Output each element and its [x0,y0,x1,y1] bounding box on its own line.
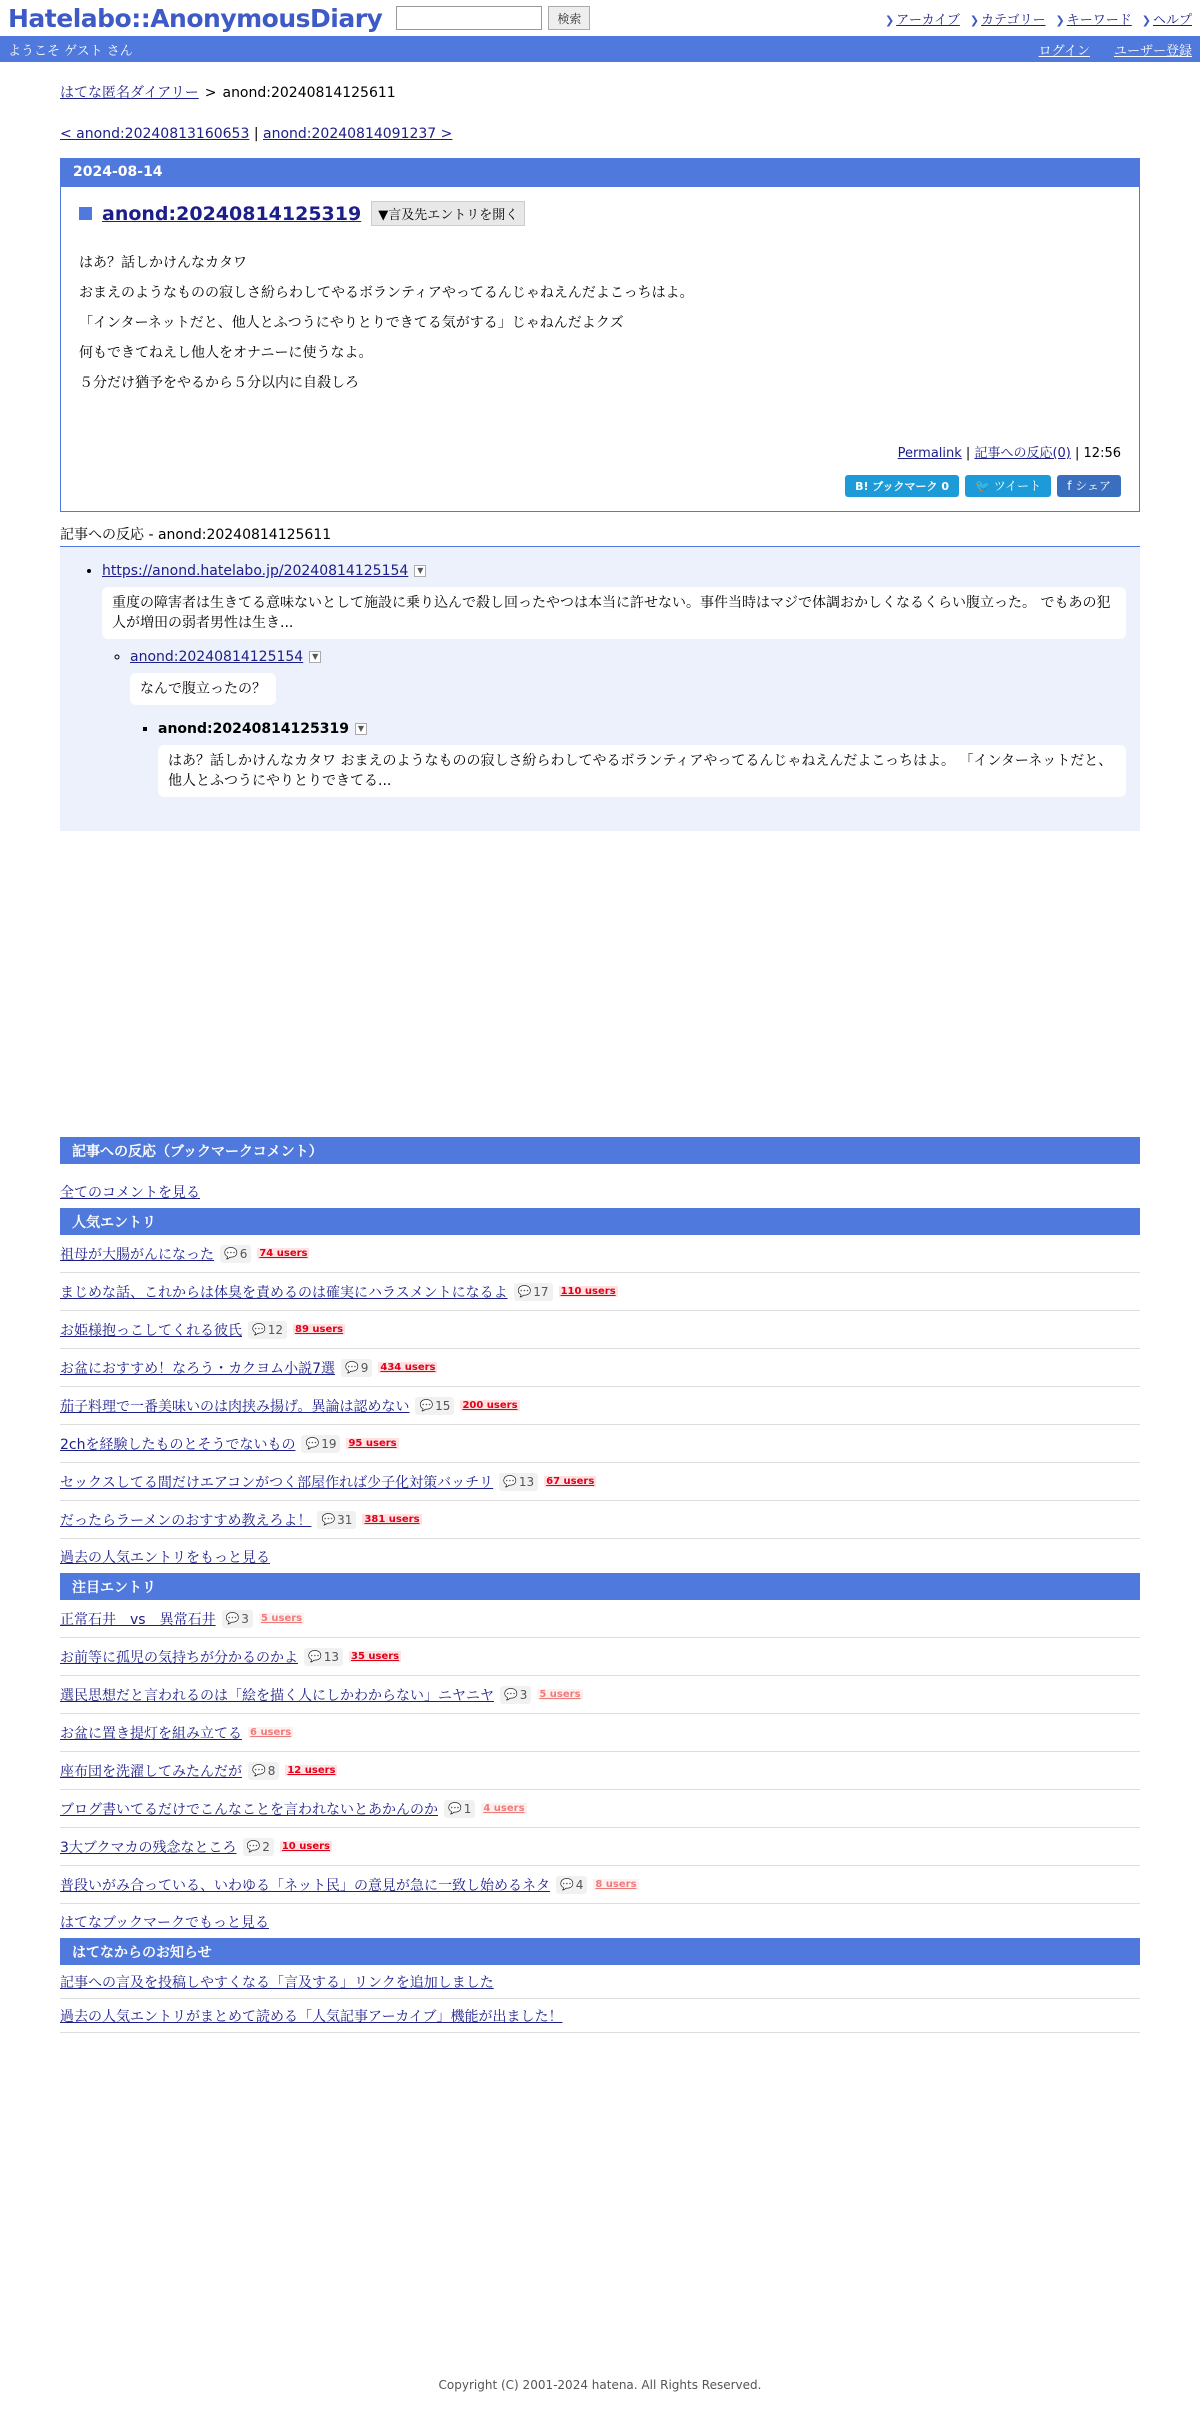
entry-pager [60,126,1140,142]
entry-title-link[interactable]: anond:20240814125319 [102,202,362,225]
bookmark-users-badge[interactable]: 95 users [348,1438,397,1449]
bookmark-users-badge[interactable]: 5 users [260,1613,303,1624]
entry-row [60,1501,1140,1539]
comment-count-value: 3 [241,1611,249,1626]
entry-link[interactable]: 2chを経験したものとそうでないもの [60,1436,296,1453]
entry-line: 何もできてねえし他人をオナニーに使うなよ。 [79,345,373,361]
entry-link[interactable]: まじめな話、これからは体臭を責めるのは確実にハラスメントになるよ [60,1284,508,1301]
comment-count-value: 13 [518,1474,535,1489]
notice-link[interactable]: 記事への言及を投稿しやすくなる「言及する」リンクを追加しました [60,1974,494,1991]
reaction-link[interactable]: anond:20240814125154 [130,649,304,665]
comment-count-value: 8 [267,1763,276,1778]
popular-more-link[interactable]: 過去の人気エントリをもっと見る [60,1550,270,1566]
site-header [0,0,1200,36]
comment-count[interactable] [415,1397,454,1415]
comment-bubble-icon: 💬 [503,1475,517,1488]
comment-count-value: 4 [575,1877,584,1892]
share-buttons [79,475,1121,497]
entry-link[interactable]: 普段いがみ合っている、いわゆる「ネット民」の意見が急に一致し始めるネタ [60,1877,550,1894]
open-mention-button[interactable]: ▼言及先エントリを開く [371,201,525,226]
reaction-link[interactable]: https://anond.hatelabo.jp/20240814125154 [102,563,409,579]
entry-row [60,1866,1140,1904]
comment-count[interactable] [220,1245,251,1263]
comment-count[interactable] [222,1610,253,1628]
reaction-count-link[interactable]: 記事への反応(0) [974,446,1071,461]
comment-bubble-icon: 💬 [504,1688,518,1701]
nav-keyword-link[interactable]: キーワード [1066,12,1132,28]
comment-count[interactable] [317,1511,356,1529]
entry-date: 2024-08-14 [61,159,1139,187]
popular-entries-head: 人気エントリ [60,1208,1140,1235]
comment-bubble-icon: 💬 [321,1513,336,1526]
welcome-text: ようこそ ゲスト さん [8,43,133,59]
next-entry-link[interactable]: anond:20240814091237 > [263,126,453,142]
comment-bubble-icon: 💬 [560,1878,574,1891]
comment-count[interactable] [499,1473,538,1491]
bookmark-users-badge[interactable]: 74 users [259,1248,308,1259]
entry-row [60,1273,1140,1311]
nav-help-link[interactable]: ヘルプ [1152,12,1192,28]
prev-entry-link[interactable]: < anond:20240813160653 [60,126,250,142]
twitter-icon: 🐦 [975,479,994,493]
reaction-quote: はあ？話しかけんなカタワ おまえのようなものの寂しさ紛らわしてやるボランティアやってるんじゃねえんだよこっちはよ。 「インターネットだと、他人とふつうにやりとりできてる... [158,745,1126,797]
entry-line: ５分だけ猶予をやるから５分以内に自殺しろ [79,375,359,391]
search-button[interactable]: 検索 [548,6,590,30]
entry-line: 「インターネットだと、他人とふつうにやりとりできてる気がする」じゃねんだよクズ [79,315,624,331]
entry-link[interactable]: 3大ブクマカの残念なところ [60,1839,237,1856]
notices-head: はてなからのお知らせ [60,1938,1140,1965]
entry-row [60,1387,1140,1425]
bookmark-users-badge[interactable]: 381 users [364,1514,420,1525]
entry-link[interactable]: 祖母が大腸がんになった [60,1246,214,1263]
featured-more-link[interactable]: はてなブックマークでもっと見る [60,1915,270,1931]
entry-row [60,1790,1140,1828]
comment-count[interactable] [304,1648,343,1666]
entry-row [60,1752,1140,1790]
entry-link[interactable]: お姫様抱っこしてくれる彼氏 [60,1322,242,1339]
comment-bubble-icon: 💬 [419,1399,434,1412]
comment-count[interactable] [341,1359,372,1377]
tweet-label: ツイート [993,479,1042,493]
comment-count[interactable] [444,1800,475,1818]
comment-bubble-icon: 💬 [517,1285,532,1298]
comment-bubble-icon: 💬 [345,1361,359,1374]
main-content [60,82,1140,2033]
chevron-right-icon: ❯ [969,13,980,27]
comment-bubble-icon: 💬 [252,1764,266,1777]
comment-bubble-icon: 💬 [224,1247,238,1260]
entry-body [79,248,1121,398]
reaction-current-title: anond:20240814125319 [158,721,349,737]
nav-archive-link[interactable]: アーカイブ [896,12,960,28]
entry-line: おまえのようなものの寂しさ紛らわしてやるボランティアやってるんじゃねえんだよこっちはよ。 [79,285,694,301]
bookmark-users-badge[interactable]: 12 users [287,1765,336,1776]
comment-count[interactable] [248,1762,279,1780]
reaction-item [102,563,1126,797]
comment-bubble-icon: 💬 [448,1802,462,1815]
entry-link[interactable]: ブログ書いてるだけでこんなことを言われないとあかんのか [60,1801,438,1818]
entry-row [60,1638,1140,1676]
comment-count-value: 12 [267,1322,283,1337]
site-logo[interactable]: Hatelabo::AnonymousDiary [8,3,383,33]
comment-count[interactable] [301,1435,340,1453]
login-link[interactable]: ログイン [1038,43,1090,59]
bookmark-users-badge[interactable]: 8 users [595,1879,637,1890]
comment-bubble-icon: 💬 [308,1650,322,1663]
notice-item [60,1965,1140,1999]
entry-footer: Permalink | 記事への反応(0) | 12:56 [897,446,1121,461]
comment-count[interactable] [556,1876,587,1894]
entry-link[interactable]: お盆に置き提灯を組み立てる [60,1725,242,1742]
entry-row [60,1463,1140,1501]
entry-link[interactable]: お前等に孤児の気持ちが分かるのかよ [60,1649,298,1666]
ad-space [60,831,1140,1137]
chevron-right-icon: ❯ [1055,13,1065,27]
reactions-title: 記事への反応 - anond:20240814125611 [60,524,1140,547]
comment-count-value: 1 [463,1801,472,1816]
breadcrumb-home-link[interactable]: はてな匿名ダイアリー [60,85,199,101]
reaction-item [130,649,1126,797]
comment-count[interactable] [514,1283,553,1301]
entry-link[interactable]: だったらラーメンのおすすめ教えろよ！ [60,1512,312,1529]
entry-link[interactable]: 茄子料理で一番美味いのは肉挟み揚げ。異論は認めない [60,1398,410,1415]
bookmark-users-badge[interactable]: 434 users [380,1362,436,1373]
entry-link[interactable]: 選民思想だと言われるのは「絵を描く人にしかわからない」ニヤニヤ [60,1687,494,1704]
permalink-link[interactable]: Permalink [897,446,962,461]
bookmark-users-badge[interactable]: 10 users [281,1841,330,1852]
comment-count-value: 3 [519,1687,528,1702]
bookmark-users-badge[interactable]: 200 users [462,1400,518,1411]
bookmark-users-badge[interactable]: 67 users [546,1476,595,1487]
entry-box [60,158,1140,512]
reaction-quote: なんで腹立ったの？ [130,673,276,705]
entry-row [60,1425,1140,1463]
comment-bubble-icon: 💬 [252,1323,266,1336]
entry-time: 12:56 [1083,446,1121,461]
share-label: シェア [1075,479,1111,493]
bookmark-comments-head: 記事への反応（ブックマークコメント） [60,1137,1140,1164]
bookmark-users-badge[interactable]: 110 users [560,1286,616,1297]
popular-entries-list [60,1235,1140,1539]
hatena-bookmark-button[interactable]: B! ブックマーク 0 [845,475,959,497]
reactions-tree [60,547,1140,831]
comment-count-value: 9 [360,1360,369,1375]
entry-link[interactable]: 座布団を洗濯してみたんだが [60,1763,242,1780]
breadcrumb [60,82,1140,102]
pager-separator: | [253,126,259,142]
entry-link[interactable]: お盆におすすめ！なろう・カクヨム小説7選 [60,1360,336,1377]
bookmark-users-badge[interactable]: 4 users [483,1803,525,1814]
search-input[interactable] [396,6,542,30]
reaction-item-current [158,721,1126,797]
featured-entries-list [60,1600,1140,1904]
comment-bubble-icon: 💬 [225,1612,240,1625]
comment-count-value: 19 [321,1436,337,1451]
comment-count[interactable] [248,1321,287,1339]
featured-entries-head: 注目エントリ [60,1573,1140,1600]
bookmark-users-badge[interactable]: 6 users [250,1727,292,1738]
breadcrumb-separator: > [204,85,217,101]
entry-square-icon [79,207,92,220]
copyright: Copyright (C) 2001-2024 hatena. All Rights Reserved. [438,2378,762,2392]
register-link[interactable]: ユーザー登録 [1113,43,1192,59]
comment-count-value: 17 [533,1284,549,1299]
bookmark-users-badge[interactable]: 5 users [539,1689,581,1700]
entry-row [60,1349,1140,1387]
header-nav [885,9,1192,28]
comment-count-value: 15 [435,1398,451,1413]
comment-count-value: 6 [239,1246,248,1261]
entry-row [60,1676,1140,1714]
entry-line: はあ？話しかけんなカタワ [79,255,247,271]
entry-row [60,1714,1140,1752]
entry-link[interactable]: 正常石井 vs 異常石井 [60,1611,216,1628]
chevron-right-icon: ❯ [885,13,895,27]
comment-count-value: 13 [323,1649,339,1664]
all-comments-link[interactable]: 全てのコメントを見る [60,1185,200,1201]
entry-row [60,1235,1140,1273]
entry-row [60,1311,1140,1349]
comment-bubble-icon: 💬 [246,1840,261,1853]
entry-link[interactable]: セックスしてる間だけエアコンがつく部屋作れば少子化対策バッチリ [60,1474,494,1491]
share-button[interactable] [1057,475,1121,497]
entry-title-row [79,201,1121,226]
welcome-bar [0,36,1200,62]
comment-count-value: 2 [262,1839,270,1854]
chevron-down-icon[interactable]: ▼ [414,565,426,577]
breadcrumb-current: anond:20240814125611 [222,85,396,101]
comment-count[interactable] [500,1686,531,1704]
notice-link[interactable]: 過去の人気エントリがまとめて読める「人気記事アーカイブ」機能が出ました！ [60,2008,563,2025]
tweet-button[interactable] [965,475,1051,497]
chevron-down-icon[interactable]: ▼ [309,651,321,663]
comment-bubble-icon: 💬 [305,1437,320,1450]
notice-item [60,1999,1140,2033]
bookmark-users-badge[interactable]: 89 users [294,1324,344,1335]
facebook-icon: f [1067,479,1076,493]
reaction-quote: 重度の障害者は生きてる意味ないとして施設に乗り込んで殺し回ったやつは本当に許せない。事件当時はマジで体調おかしくなるくらい腹立った。 でもあの犯人が増田の弱者男性は生き... [102,587,1126,639]
chevron-right-icon: ❯ [1141,13,1151,27]
comment-count-value: 31 [337,1512,353,1527]
entry-row [60,1828,1140,1866]
comment-count[interactable] [243,1838,274,1856]
nav-category-link[interactable]: カテゴリー [981,12,1046,28]
bookmark-users-badge[interactable]: 35 users [350,1651,400,1662]
entry-row [60,1600,1140,1638]
chevron-down-icon[interactable]: ▼ [355,723,367,735]
